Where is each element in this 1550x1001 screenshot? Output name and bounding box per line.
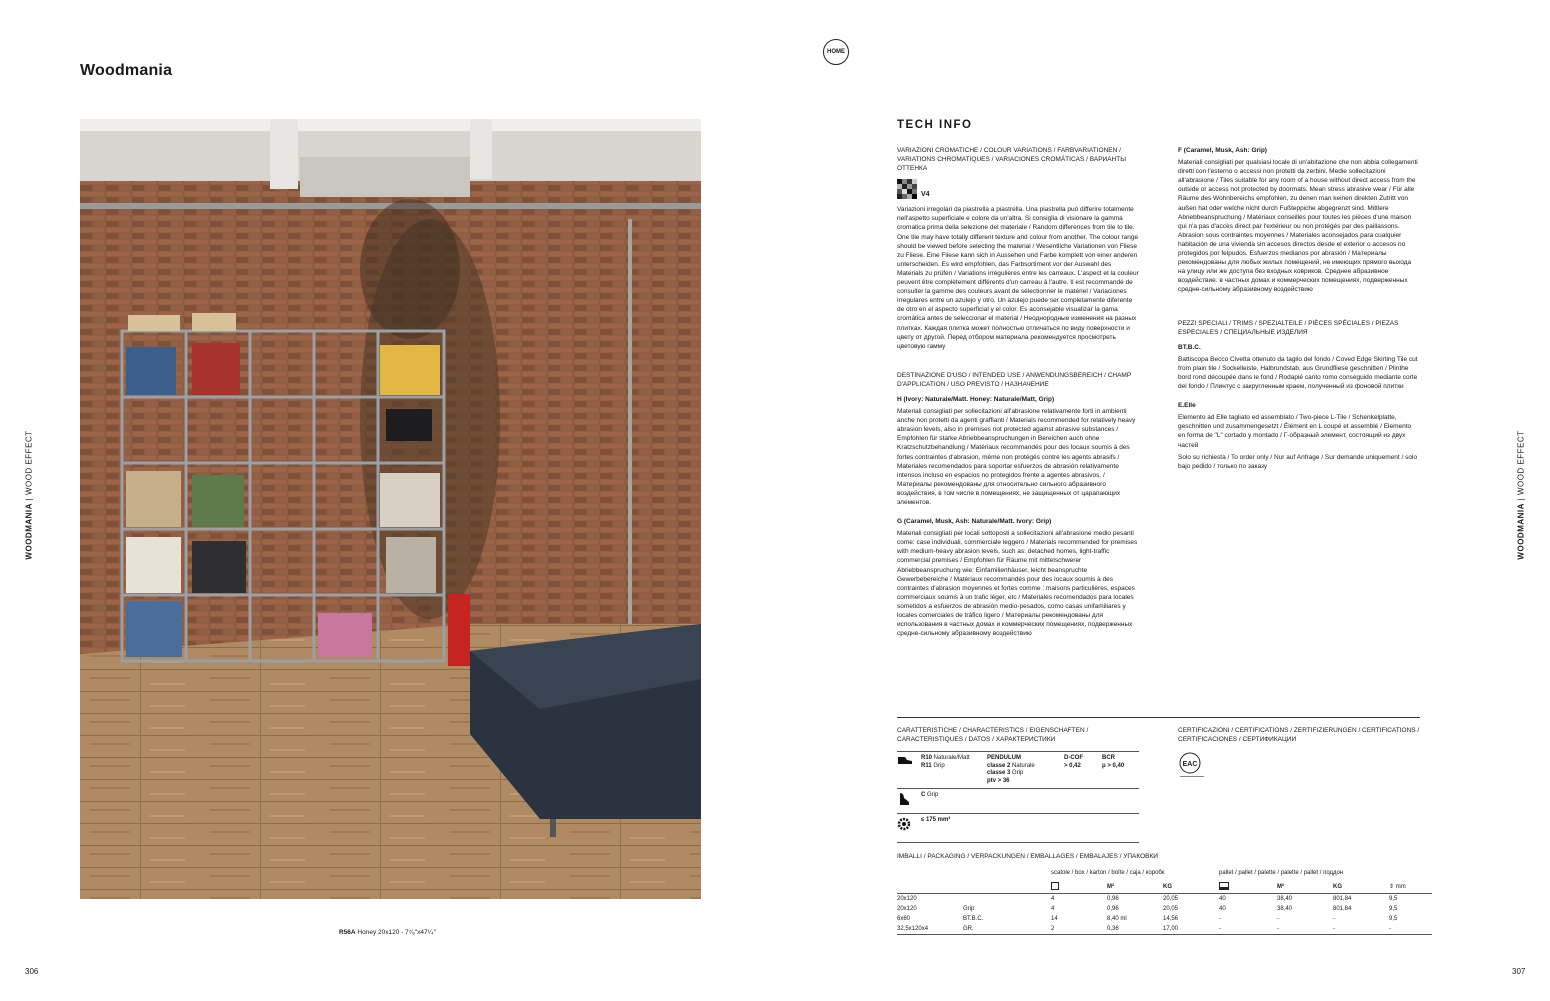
cell-pcs: 4 xyxy=(1051,896,1055,902)
ptv-label: ptv > 36 xyxy=(987,777,1010,784)
caption-code: R56A xyxy=(339,929,356,936)
trims-label: PEZZI SPECIALI / TRIMS / SPEZIALTEILE / PIÈCES SPÉCIALES / PIEZAS ESPECIALES / СПЕЦИАЛЬНЫЕ ИЗДЕЛИЯ xyxy=(1178,319,1399,336)
cell-size: 6x60 xyxy=(897,916,911,922)
barefoot-rating xyxy=(921,792,938,810)
v4-label: V4 xyxy=(921,191,930,199)
cell-pallet-kg: 801,84 xyxy=(1333,906,1352,912)
cell-boxes: 40 xyxy=(1219,906,1226,912)
side-label-sep: | xyxy=(1516,495,1526,504)
class-g-title: G (Caramel, Musk, Ash: Naturale/Matt. Ivory: Grip) xyxy=(897,518,1052,526)
cell-pallet-kg: 801,84 xyxy=(1333,896,1352,902)
section-divider xyxy=(897,717,1420,718)
cell-pallet-m2: 38,40 xyxy=(1277,896,1293,902)
r11-note: Grip xyxy=(931,762,945,769)
abrasion-value: ≤ 175 mm³ xyxy=(921,816,951,823)
cell-boxes: 40 xyxy=(1219,896,1226,902)
bcr-value: μ > 0,40 xyxy=(1102,762,1125,769)
colour-variations-text: Variazioni irregolari da piastrella a piastrella. Una piastrella può differire totalmente nell'aspetto superficiale e colore da un'altra. Si consiglia di visionare la gamma cromatica prima della selezione del materiale / Random differences from tile to tile. One tile may have totally different texture and colour from another. The colour range should be viewed before selecting the material / Wesentliche Variationen von Fliese zu Fliese. Eine Fliese kann sich in Aussehen und Farbe komplett von einer anderen unterscheiden. Es wird empfohlen, das Farbsortiment vor der Auswahl des Materials zu prüfen / Variations irrégulières entre les carreaux. L'aspect et la couleur peuvent être complètement différents d'un carreau à l'autre. Il est recommandé de consulter la gamme des couleurs avant de sélectionner le matériel / Variaciones irregulares entre un azulejo y otro. Un azulejo puede ser completamente diferente de otro en el aspecto superficial y el color. Es aconsejable visualizar la gama cromática antes de seleccionar el material / Неоднородные изменения на разных плитках. Каждая плитка может полностью отличаться по виду поверхности и цвету от другой. Перед отбором материала рекомендуется просмотреть цветовую гамму xyxy=(897,206,1139,350)
char-row-slip xyxy=(897,752,1139,789)
box-header: scatole / box / karton / boîte / caja / коробк xyxy=(1051,870,1165,876)
abrasion-rating xyxy=(921,817,950,835)
pallet-header: pallet / pallet / palette / palette / pallet / поддон xyxy=(1219,870,1344,876)
btbc-text: Battiscopa Becco Civetta ottenuto da taglio del fondo / Coved Edge Skirting Tile cut from plain tile / Sockelleiste, Halbrundstab, aus Grundfliese geschnitten / Plinthe bord rond découpée dans le fond / Rodapié canto romo conseguido mediante corte del fondo / Плинтус с закругленным краем, полученный из фоновой плитки xyxy=(1178,355,1418,391)
pendulum-rating xyxy=(987,755,1064,785)
gear-icon xyxy=(897,817,921,835)
dcof-value: > 0,42 xyxy=(1064,762,1081,769)
box-m2-header: M² xyxy=(1107,880,1163,894)
table-row xyxy=(897,914,1432,924)
v4-grade xyxy=(897,179,1139,199)
page-number-left: 306 xyxy=(25,967,39,976)
caption-text: Honey 20x120 - 7⁷⁄₈"x47¹⁄₄" xyxy=(355,929,436,936)
side-section-label-right xyxy=(1517,430,1526,559)
cell-pallet-kg: - xyxy=(1333,916,1335,922)
eac-logo-text: EAC xyxy=(1182,761,1198,768)
side-label-sep: | xyxy=(24,495,34,504)
product-photo xyxy=(80,119,701,899)
class-f-text: Materiali consigliati per qualsiasi locale di un'abitazione che non abbia collegamenti diretti con l'esterno o accessi non protetti da zerbini. Medie sollecitazioni all'abrasione / Tiles suitable for any room of a house without direct access from the outside or access not protected by doormats. Mean stress abrasive wear / Für alle Räume des Wohnbereichs empfohlen, zu denen man keinen direkten Zutritt von außen hat oder welche nicht durch Fußteppiche abgegrenzt sind. Mittlere Abriebbeanspruchung / Matériaux conseillés pour toutes les pièces d'une maison qui n'a pas d'accès direct par l'extérieur ou non protégés par des paillassons. Abrasion sous contraintes moyennes / Materiales aconsejados para cualquier habitación de una vivienda sin accesos directos desde el exterior o accesos no protegidos por felpudos. Esfuerzos medianos por abrasión / Материалы рекомендованы для любых жилых помещений, не имеющих прямого выхода на улицу или же доступа без входных ковриков. Среднее абразивное воздействие. в частных домах и коммерческих помещениях, подверженных средне-сильному абразивному воздействию xyxy=(1178,159,1418,294)
certifications-label: CERTIFICAZIONI / CERTIFICATIONS / ZERTIFIZIERUNGEN / CERTIFICATIONS / CERTIFICACIONES / СЕРТИФИКАЦИИ xyxy=(1178,727,1420,744)
cell-type: BT.B.C. xyxy=(963,916,984,922)
foot-icon xyxy=(897,792,921,810)
side-label-bold: WOODMANIA xyxy=(24,503,34,560)
side-label-rest: WOOD EFFECT xyxy=(24,430,34,496)
characteristics-table xyxy=(897,751,1139,843)
home-button[interactable]: HOME xyxy=(823,39,849,65)
tech-column-left xyxy=(897,146,1139,644)
bcr-rating xyxy=(1102,755,1124,785)
table-row xyxy=(897,904,1432,914)
pallet-m2-header: M² xyxy=(1277,880,1333,894)
char-row-abrasion xyxy=(897,814,1139,844)
char-row-barefoot xyxy=(897,789,1139,814)
r-rating xyxy=(921,755,987,785)
classe2-note: Naturale xyxy=(1010,762,1035,769)
class-h-title: H (Ivory: Naturale/Matt. Honey: Naturale/Matt, Grip) xyxy=(897,395,1055,403)
packaging-table xyxy=(897,866,1432,935)
cell-pcs: 4 xyxy=(1051,906,1055,912)
cell-pallet-m2: 38,40 xyxy=(1277,906,1293,912)
cell-size: 20x120 xyxy=(897,896,917,902)
side-label-rest: WOOD EFFECT xyxy=(1516,430,1526,496)
pendulum-label: PENDULUM xyxy=(987,755,1021,761)
colour-variations-label: VARIAZIONI CROMATICHE / COLOUR VARIATIONS / FARBVARIATIONEN / VARIATIONS CHROMATIQUES / VARIACIONES CROMÁTICAS / ВАРИАНТЫ ОТТЕНКА xyxy=(897,147,1126,173)
box-kg-header: KG xyxy=(1163,880,1219,894)
cell-pcs: 14 xyxy=(1051,916,1058,922)
table-row xyxy=(897,924,1432,935)
side-section-label-left xyxy=(25,430,34,559)
r10-label: R10 xyxy=(921,755,933,761)
btbc-title: BT.B.C. xyxy=(1178,343,1201,351)
cell-thickness: 9,5 xyxy=(1389,906,1398,912)
r10-note: Naturale/Matt xyxy=(932,755,970,761)
class-f-title: F (Caramel, Musk, Ash: Grip) xyxy=(1178,147,1267,154)
pallet-kg-header: KG xyxy=(1333,880,1389,894)
tech-column-right xyxy=(1178,146,1420,477)
cell-m2: 0,36 xyxy=(1107,924,1163,935)
cell-kg: 14,56 xyxy=(1163,916,1179,922)
c-note: Grip xyxy=(925,792,939,798)
page-number-right: 307 xyxy=(1512,967,1526,976)
cell-boxes: - xyxy=(1219,924,1277,935)
class-g-text: Materiali consigliati per locali sottoposti a sollecitazioni all'abrasione medio pesanti come: case individuali, commerciale leggero / Materials recommended for premises with medium-heavy abrasion levels, such as: detached homes, light-traffic commercial premises / Empfohlen für Räume mit mittelschwerer Abriebbeanspruchung wie: Einfamilienhäuser, leicht beanspruchte Gewerbebereiche / Matériaux recommandés pour des locaux soumis à des contraintes d'abrasion moyennes et fortes comme : maisons particulières, espaces commerciaux soumis à un trafic léger, etc / Materiales recomendados para locales sometidos a esfuerzos de abrasión medio-pesados, como casas unifamiliares y locales comerciales de tráfico ligero / Материалы рекомендованы для использования в частных домах и коммерческих помещениях, подверженных средне-сильному абразивному воздействию xyxy=(897,530,1138,638)
cell-pallet-m2: - xyxy=(1277,916,1279,922)
classe3-label: classe 3 xyxy=(987,770,1011,776)
r11-label: R11 xyxy=(921,762,932,769)
bcr-label: BCR xyxy=(1102,755,1115,761)
cell-thickness: 9,5 xyxy=(1389,896,1398,902)
thickness-header xyxy=(1389,880,1432,894)
pallet-boxes-icon xyxy=(1219,880,1277,894)
cell-type: GR. xyxy=(963,924,1051,935)
cell-thickness: 9,5 xyxy=(1389,916,1398,922)
elle-text: Elemento ad Elle tagliato ed assemblato / Two-piece L-Tile / Schenkelplatte, geschnitten und zusammengesetzt / Élément en L coupé et assemblé / Elemento en forma de "L" cortado y montado / Г-образный элемент, состоящий из двух частей xyxy=(1178,414,1412,449)
thickness-icon: ⇕ xyxy=(1389,884,1396,890)
cell-size: 20x120 xyxy=(897,906,917,912)
class-h-text: Materiali consigliati per sollecitazioni all'abrasione relativamente forti in ambienti anche non protetti da agenti graffianti / Materials recommended for relatively heavy abrasion levels, also in premises not protected against abrasive substances / Empfohlen für starke Abriebbeanspruchungen in Bereichen auch ohne Kratzschutzbehandlung / Matériaux recommandés pour des locaux soumis à des fortes contraintes d'abrasion, même non protégés contre les agents abrasifs / Materiales recomendados para soportar esfuerzos de abrasión relativamente intensos incluso en espacios no protegidos frente a agentes abrasivos. / Материалы рекомендованы для относительно сильного абразивного воздействия, в том числе в помещениях, не защищенных от царапающих элементов. xyxy=(897,408,1136,506)
box-pieces-icon xyxy=(1051,880,1107,894)
cell-thickness: - xyxy=(1389,924,1432,935)
cell-type: Grip xyxy=(963,906,975,912)
shoe-icon xyxy=(897,755,921,785)
c-label: C xyxy=(921,792,926,798)
photo-caption xyxy=(339,929,436,936)
cell-kg: 20,05 xyxy=(1163,896,1179,902)
cell-kg: 17,00 xyxy=(1163,924,1219,935)
classe2-label: classe 2 xyxy=(987,762,1011,769)
cell-m2: 0,96 xyxy=(1107,896,1119,902)
packaging-label: IMBALLI / PACKAGING / VERPACKUNGEN / EMBALLAGES / EMBALAJES / УПАКОВКИ xyxy=(897,853,1158,860)
side-label-bold: WOODMANIA xyxy=(1516,503,1526,560)
intended-use-label: DESTINAZIONE D'USO / INTENDED USE / ANWENDUNGSBEREICH / CHAMP D'APPLICATION / USO PREVISTO / НАЗНАЧЕНИЕ xyxy=(897,371,1132,388)
cell-pallet-m2: - xyxy=(1277,924,1333,935)
thickness-unit: mm xyxy=(1395,884,1406,890)
elle-title: E.Elle xyxy=(1178,402,1196,410)
cell-boxes: - xyxy=(1219,916,1221,922)
classe3-note: Grip xyxy=(1010,770,1024,776)
dcof-rating xyxy=(1064,755,1102,785)
packaging-header-row xyxy=(897,866,1432,880)
dcof-label: D-COF xyxy=(1064,755,1083,761)
colour-variation-icon xyxy=(897,179,917,199)
cell-type xyxy=(963,894,1051,905)
eac-logo xyxy=(1178,752,1208,785)
order-text: Solo su richiesta / To order only / Nur auf Anfrage / Sur demande uniquement / solo bajo pedido / только по заказу xyxy=(1178,453,1418,470)
table-row xyxy=(897,894,1432,905)
cell-m2: 0,96 xyxy=(1107,906,1119,912)
cell-pcs: 2 xyxy=(1051,924,1107,935)
packaging-subheader-row xyxy=(897,880,1432,894)
cell-pallet-kg: - xyxy=(1333,924,1389,935)
cell-m2: 8,40 ml xyxy=(1107,916,1127,922)
characteristics-label: CARATTERISTICHE / CHARACTERISTICS / EIGENSCHAFTEN / CARACTERISTIQUES / DATOS / ХАРАКТЕРИСТИКИ xyxy=(897,727,1089,744)
cell-size: 32,5x120x4 xyxy=(897,924,963,935)
tech-info-heading: TECH INFO xyxy=(897,119,973,131)
page-title: Woodmania xyxy=(80,62,173,79)
cell-kg: 20,05 xyxy=(1163,906,1179,912)
